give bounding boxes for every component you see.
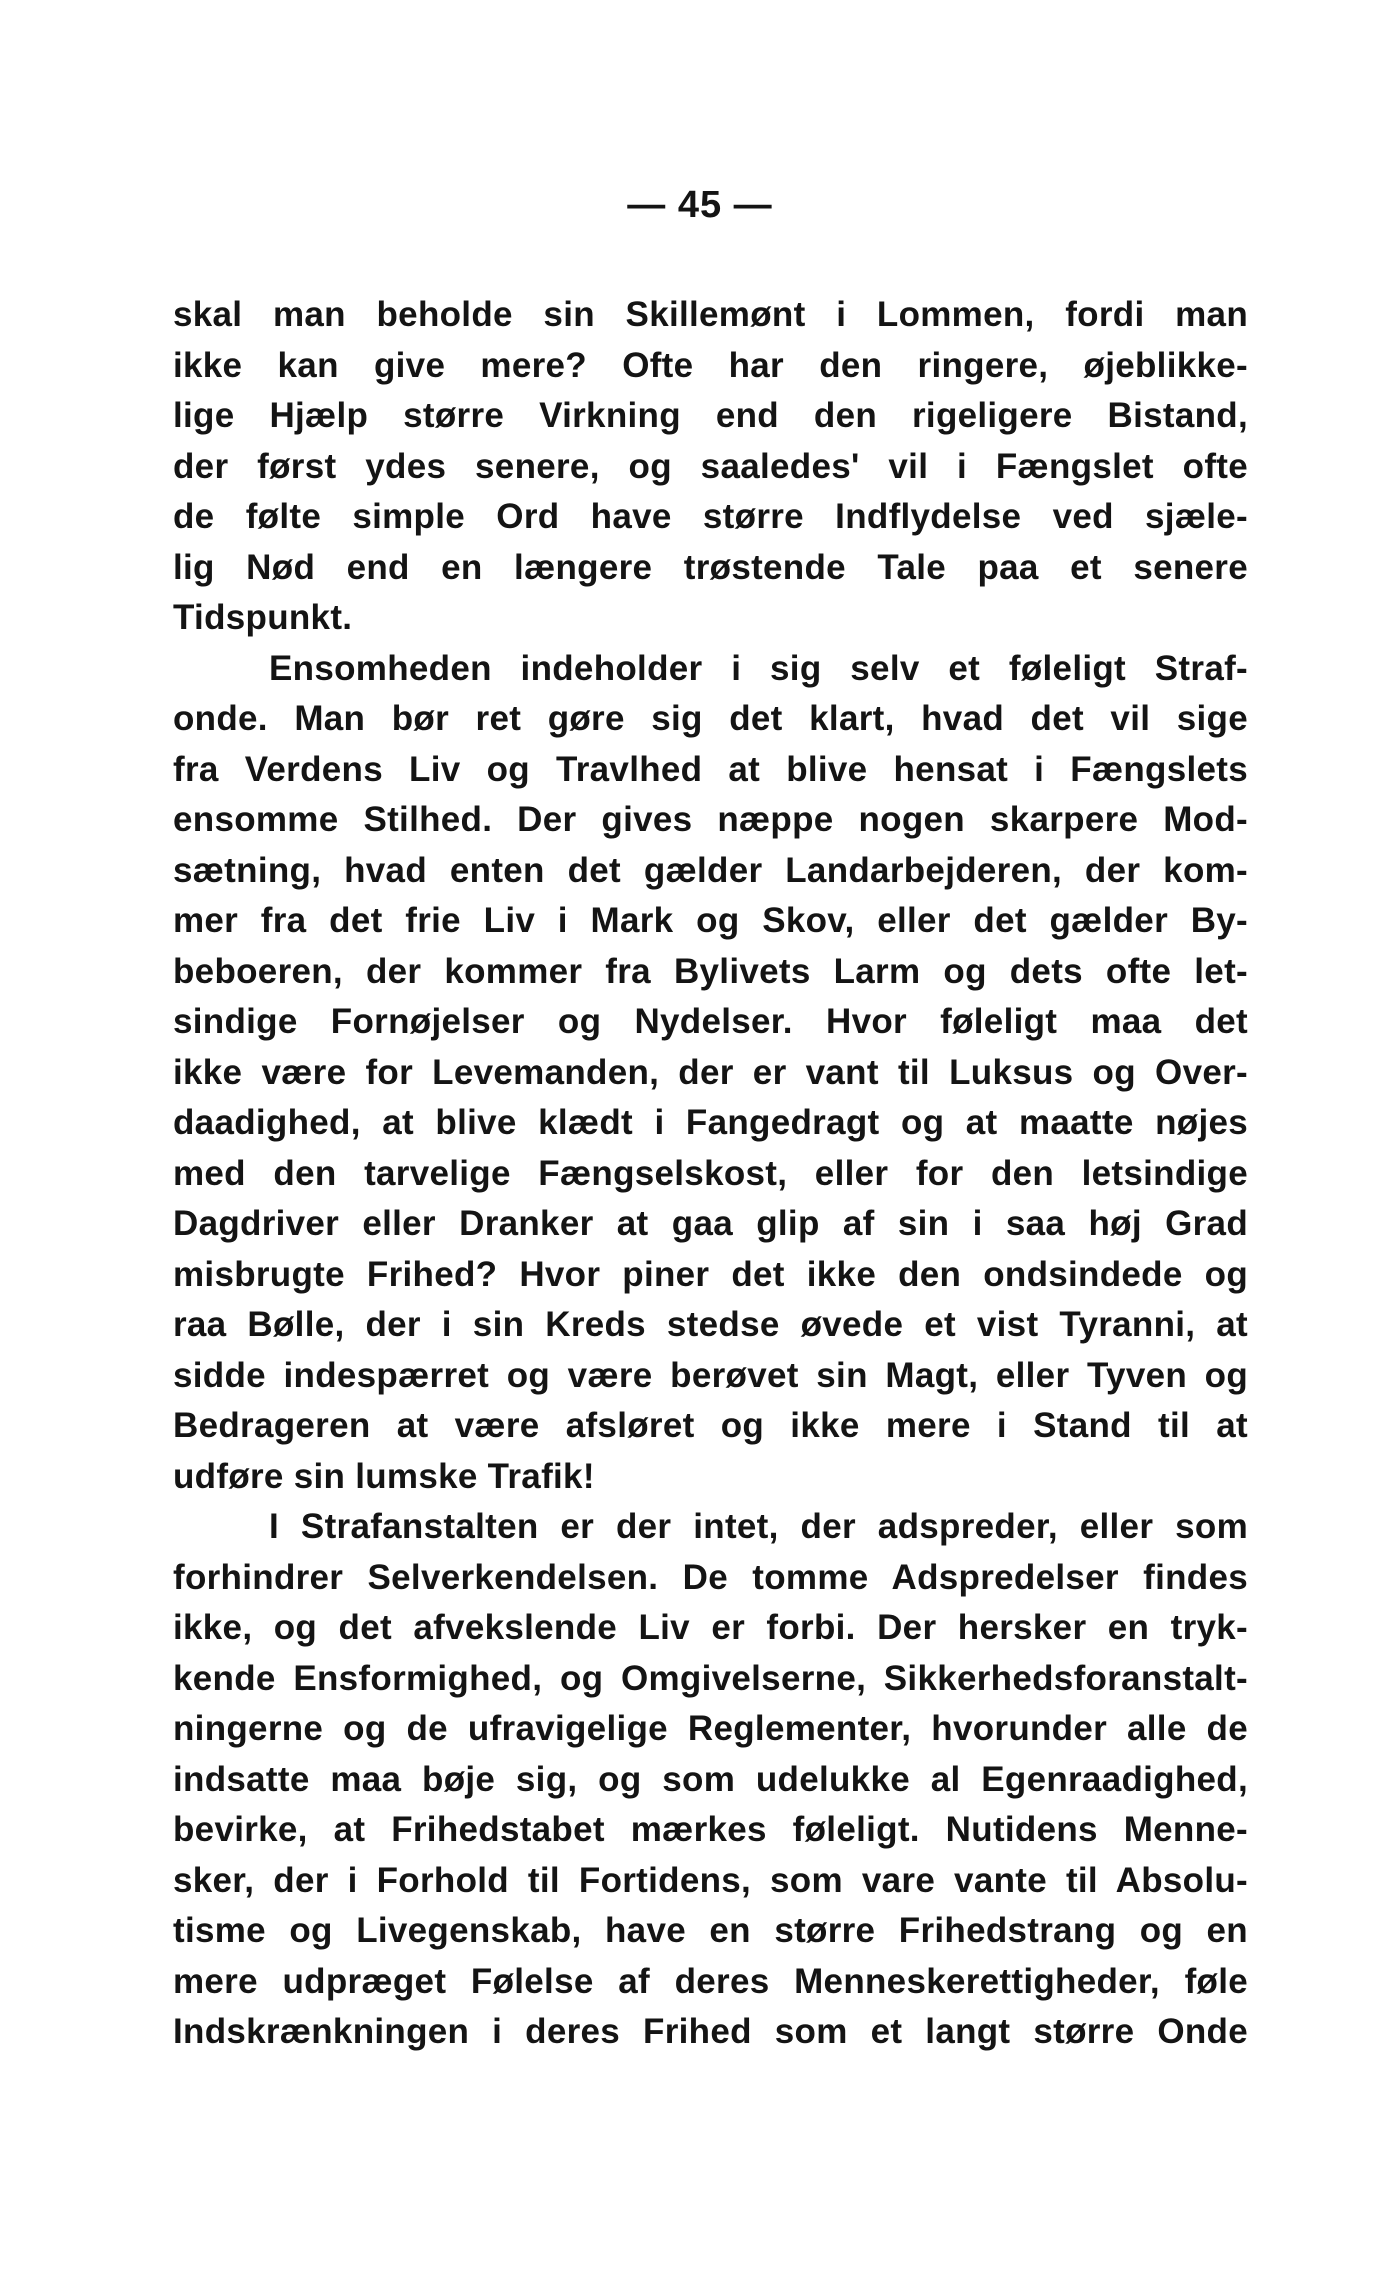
text-line: onde. Man bør ret gøre sig det klart, hvad det vil sige [173, 699, 1248, 738]
text-line: mere udpræget Følelse af deres Menneskerettigheder, føle [173, 1961, 1248, 2001]
text-line: Ensomheden indeholder i sig selv et føleligt Straf- [269, 648, 1248, 688]
text-line: de følte simple Ord have større Indflydelse ved sjæle- [173, 497, 1248, 536]
text-line: lig Nød end en længere trøstende Tale paa et senere [173, 547, 1248, 587]
text-line: Tidspunkt. [173, 598, 353, 637]
text-line: mer fra det frie Liv i Mark og Skov, eller det gælder By- [173, 901, 1248, 940]
text-line: med den tarvelige Fængselskost, eller for den letsindige [173, 1153, 1248, 1193]
text-line: kende Ensformighed, og Omgivelserne, Sikkerhedsforanstalt- [173, 1658, 1248, 1698]
text-line: ikke, og det afvekslende Liv er forbi. Der hersker en tryk- [173, 1608, 1248, 1647]
text-line: der først ydes senere, og saaledes' vil i Fængslet ofte [173, 446, 1248, 486]
text-line: ningerne og de ufravigelige Reglementer, hvorunder alle de [173, 1709, 1248, 1748]
text-line: daadighed, at blive klædt i Fangedragt og at maatte nøjes [173, 1103, 1248, 1142]
text-line: beboeren, der kommer fra Bylivets Larm og dets ofte let- [173, 951, 1248, 991]
text-line: sætning, hvad enten det gælder Landarbejderen, der kom- [173, 850, 1248, 890]
body-text [173, 290, 1248, 2058]
text-line: indsatte maa bøje sig, og som udelukke al Egenraadighed, [173, 1759, 1248, 1799]
text-line: I Strafanstalten er der intet, der adspreder, eller som [269, 1507, 1248, 1546]
text-line: ikke være for Levemanden, der er vant til Luksus og Over- [173, 1052, 1248, 1092]
text-line: udføre sin lumske Trafik! [173, 1456, 595, 1496]
text-line: forhindrer Selverkendelsen. De tomme Adspredelser findes [173, 1557, 1248, 1597]
text-line: lige Hjælp større Virkning end den rigeligere Bistand, [173, 396, 1248, 435]
page-number: — 45 — [627, 184, 773, 226]
text-line: sidde indespærret og være berøvet sin Magt, eller Tyven og [173, 1355, 1248, 1395]
text-line: Indskrænkningen i deres Frihed som et langt større Onde [173, 2012, 1248, 2051]
text-line: fra Verdens Liv og Travlhed at blive hensat i Fængslets [173, 749, 1248, 789]
text-line: bevirke, at Frihedstabet mærkes føleligt. Nutidens Menne- [173, 1810, 1248, 1849]
text-line: Bedrageren at være afsløret og ikke mere i Stand til at [173, 1406, 1248, 1445]
text-line: skal man beholde sin Skillemønt i Lommen, fordi man [173, 295, 1248, 334]
text-line: tisme og Livegenskab, have en større Frihedstrang og en [173, 1911, 1248, 1950]
text-line: ensomme Stilhed. Der gives næppe nogen skarpere Mod- [173, 800, 1248, 839]
text-line: sindige Fornøjelser og Nydelser. Hvor føleligt maa det [173, 1002, 1248, 1041]
text-line: raa Bølle, der i sin Kreds stedse øvede et vist Tyranni, at [173, 1305, 1248, 1344]
text-line: misbrugte Frihed? Hvor piner det ikke den ondsindede og [173, 1254, 1248, 1294]
text-line: sker, der i Forhold til Fortidens, som vare vante til Absolu- [173, 1860, 1248, 1900]
text-line: Dagdriver eller Dranker at gaa glip af sin i saa høj Grad [173, 1204, 1248, 1243]
text-line: ikke kan give mere? Ofte har den ringere, øjeblikke- [173, 345, 1248, 385]
